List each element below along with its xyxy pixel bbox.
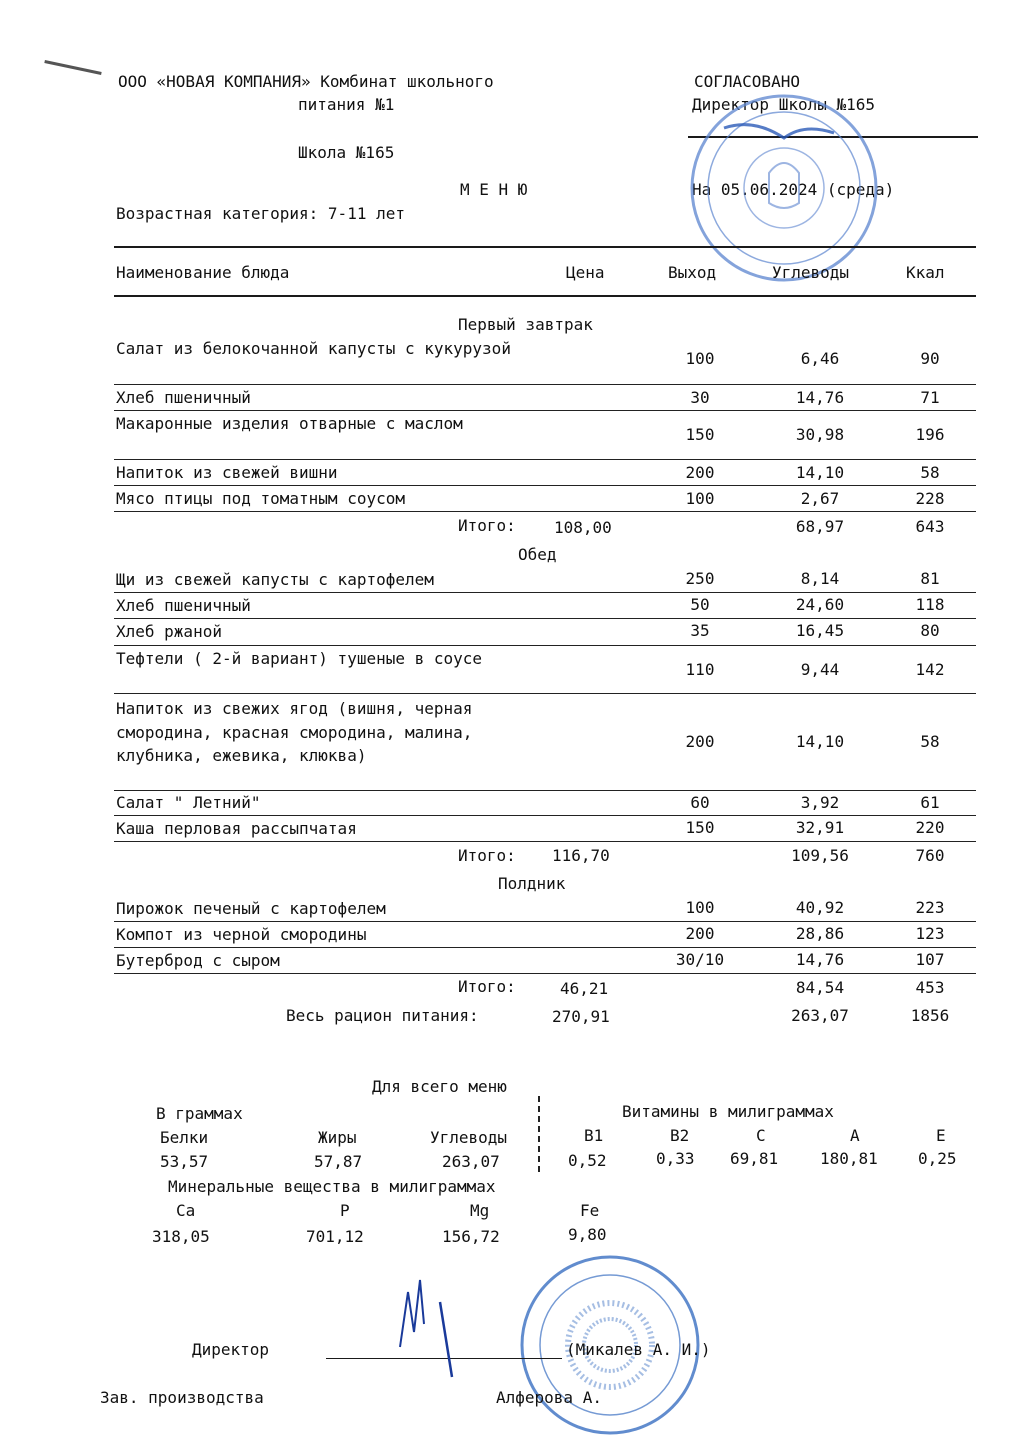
header-top-rule [114, 246, 976, 248]
subtotal-kcal: 760 [915, 846, 945, 865]
dish-name: Бутерброд с сыром [116, 951, 280, 970]
nutrition-title: Для всего меню [372, 1077, 507, 1096]
dish-kcal: 123 [915, 924, 945, 943]
dish-carbs: 14,10 [795, 463, 845, 482]
dish-yield: 35 [690, 621, 710, 640]
nutrition-separator [538, 1096, 540, 1172]
director-signature [390, 1272, 470, 1382]
grams-value: 53,57 [160, 1152, 209, 1171]
dish-kcal: 81 [920, 569, 940, 588]
staple-mark [44, 60, 101, 75]
vitamin-label: B1 [584, 1126, 604, 1145]
grams-label: Белки [160, 1128, 209, 1147]
dish-name: Напиток из свежих ягод (вишня, черная смородина, красная смородина, малина, клубника, ежевика, клюква) [116, 699, 473, 765]
row-divider [114, 973, 976, 974]
dish-yield: 30/10 [675, 950, 725, 969]
company-name: ООО «НОВАЯ КОМПАНИЯ» Комбинат школьного [118, 72, 494, 91]
dish-carbs: 28,86 [795, 924, 845, 943]
mineral-value: 318,05 [152, 1227, 210, 1246]
mineral-label: Mg [470, 1201, 490, 1220]
subtotal-carbs: 84,54 [795, 978, 845, 997]
dish-carbs: 6,46 [800, 349, 840, 368]
menu-date: На 05.06.2024 (среда) [692, 180, 895, 199]
grand-total-carbs: 263,07 [791, 1006, 849, 1025]
dish-kcal: 220 [915, 818, 945, 837]
grand-total-label: Весь рацион питания: [286, 1006, 479, 1025]
dish-kcal: 58 [920, 732, 940, 751]
row-divider [114, 645, 976, 646]
section-title: Первый завтрак [458, 315, 593, 334]
dish-name: Хлеб пшеничный [116, 596, 251, 615]
approved-label: СОГЛАСОВАНО [694, 72, 800, 91]
vitamin-label: E [936, 1126, 946, 1145]
dish-yield: 150 [685, 425, 715, 444]
vitamin-label: B2 [670, 1126, 690, 1145]
section-title: Обед [518, 545, 557, 564]
dish-carbs: 9,44 [800, 660, 840, 679]
subtotal-carbs: 68,97 [795, 517, 845, 536]
dish-name: Каша перловая рассыпчатая [116, 819, 357, 838]
subtotal-price: 46,21 [560, 979, 609, 998]
vitamins-title: Витамины в милиграммах [622, 1102, 834, 1121]
grams-value: 57,87 [314, 1152, 363, 1171]
dish-yield: 100 [685, 898, 715, 917]
row-divider [114, 790, 976, 791]
dish-yield: 200 [685, 924, 715, 943]
dish-yield: 150 [685, 818, 715, 837]
dish-name: Тефтели ( 2-й вариант) тушеные в соусе [116, 649, 483, 668]
subtotal-label: Итого: [458, 516, 516, 535]
company-subtitle: питания №1 [298, 95, 395, 114]
subtotal-price: 108,00 [554, 518, 612, 537]
approval-stamp [684, 88, 884, 288]
dish-kcal: 196 [915, 425, 945, 444]
mineral-label: P [340, 1201, 350, 1220]
dish-carbs: 32,91 [795, 818, 845, 837]
column-name: Наименование блюда [116, 263, 290, 282]
dish-kcal: 228 [915, 489, 945, 508]
vitamin-value: 69,81 [730, 1149, 779, 1168]
dish-kcal: 142 [915, 660, 945, 679]
vitamin-label: A [850, 1126, 860, 1145]
column-price: Цена [566, 263, 605, 282]
mineral-label: Fe [580, 1201, 600, 1220]
subtotal-label: Итого: [458, 846, 516, 865]
row-divider [114, 511, 976, 512]
dish-yield: 100 [685, 489, 715, 508]
column-yield: Выход [668, 263, 717, 282]
approved-by: Директор Школы №165 [692, 95, 876, 114]
age-category: Возрастная категория: 7-11 лет [116, 204, 405, 223]
dish-kcal: 71 [920, 388, 940, 407]
subtotal-carbs: 109,56 [791, 846, 849, 865]
section-title: Полдник [498, 874, 566, 893]
row-divider [114, 693, 976, 694]
vitamin-value: 0,52 [568, 1151, 607, 1170]
subtotal-price: 116,70 [552, 846, 610, 865]
dish-carbs: 16,45 [795, 621, 845, 640]
dish-carbs: 8,14 [800, 569, 840, 588]
dish-name: Напиток из свежей вишни [116, 463, 338, 482]
dish-kcal: 118 [915, 595, 945, 614]
dish-name: Хлеб пшеничный [116, 388, 251, 407]
dish-yield: 100 [685, 349, 715, 368]
dish-carbs: 24,60 [795, 595, 845, 614]
minerals-title: Минеральные вещества в милиграммах [168, 1177, 496, 1196]
dish-kcal: 61 [920, 793, 940, 812]
dish-carbs: 14,76 [795, 950, 845, 969]
dish-name: Салат из белокочанной капусты с кукурузой [116, 339, 511, 358]
row-divider [114, 618, 976, 619]
row-divider [114, 459, 976, 460]
dish-name: Щи из свежей капусты с картофелем [116, 570, 434, 589]
dish-name: Хлеб ржаной [116, 622, 222, 641]
row-divider [114, 815, 976, 816]
grand-total-price: 270,91 [552, 1007, 610, 1026]
grand-total-kcal: 1856 [910, 1006, 950, 1025]
vitamin-value: 0,25 [918, 1149, 957, 1168]
dish-yield: 30 [690, 388, 710, 407]
dish-yield: 200 [685, 732, 715, 751]
mineral-label: Ca [176, 1201, 196, 1220]
manager-name: Алферова А. [496, 1388, 602, 1407]
dish-name: Мясо птицы под томатным соусом [116, 489, 405, 508]
dish-carbs: 14,76 [795, 388, 845, 407]
grams-value: 263,07 [442, 1152, 500, 1171]
mineral-value: 9,80 [568, 1225, 607, 1244]
grams-title: В граммах [156, 1104, 243, 1123]
subtotal-kcal: 453 [915, 978, 945, 997]
dish-name: Макаронные изделия отварные с маслом [116, 414, 463, 433]
column-kcal: Ккал [906, 263, 945, 282]
dish-name: Салат " Летний" [116, 793, 261, 812]
row-divider [114, 592, 976, 593]
director-name: (Микалев А. И.) [566, 1340, 711, 1359]
row-divider [114, 841, 976, 842]
column-carbs: Углеводы [772, 263, 850, 282]
row-divider [114, 921, 976, 922]
dish-kcal: 90 [920, 349, 940, 368]
subtotal-label: Итого: [458, 977, 516, 996]
subtotal-kcal: 643 [915, 517, 945, 536]
dish-kcal: 223 [915, 898, 945, 917]
dish-carbs: 14,10 [795, 732, 845, 751]
dish-carbs: 30,98 [795, 425, 845, 444]
dish-yield: 200 [685, 463, 715, 482]
row-divider [114, 384, 976, 385]
header-bottom-rule [114, 295, 976, 297]
grams-label: Жиры [318, 1128, 357, 1147]
vitamin-value: 180,81 [820, 1149, 878, 1168]
director-label: Директор [192, 1340, 270, 1359]
dish-yield: 110 [685, 660, 715, 679]
dish-name: Компот из черной смородины [116, 925, 367, 944]
dish-carbs: 40,92 [795, 898, 845, 917]
mineral-value: 156,72 [442, 1227, 500, 1246]
mineral-value: 701,12 [306, 1227, 364, 1246]
manager-label: Зав. производства [100, 1388, 264, 1407]
row-divider [114, 410, 976, 411]
menu-title: М Е Н Ю [460, 180, 528, 199]
dish-kcal: 80 [920, 621, 940, 640]
dish-name: Пирожок печеный с картофелем [116, 899, 386, 918]
vitamin-label: C [756, 1126, 766, 1145]
grams-label: Углеводы [430, 1128, 508, 1147]
dish-kcal: 107 [915, 950, 945, 969]
school-name: Школа №165 [298, 143, 395, 162]
dish-yield: 60 [690, 793, 710, 812]
row-divider [114, 947, 976, 948]
dish-yield: 50 [690, 595, 710, 614]
vitamin-value: 0,33 [656, 1149, 695, 1168]
dish-carbs: 3,92 [800, 793, 840, 812]
row-divider [114, 485, 976, 486]
dish-yield: 250 [685, 569, 715, 588]
dish-kcal: 58 [920, 463, 940, 482]
dish-carbs: 2,67 [800, 489, 840, 508]
